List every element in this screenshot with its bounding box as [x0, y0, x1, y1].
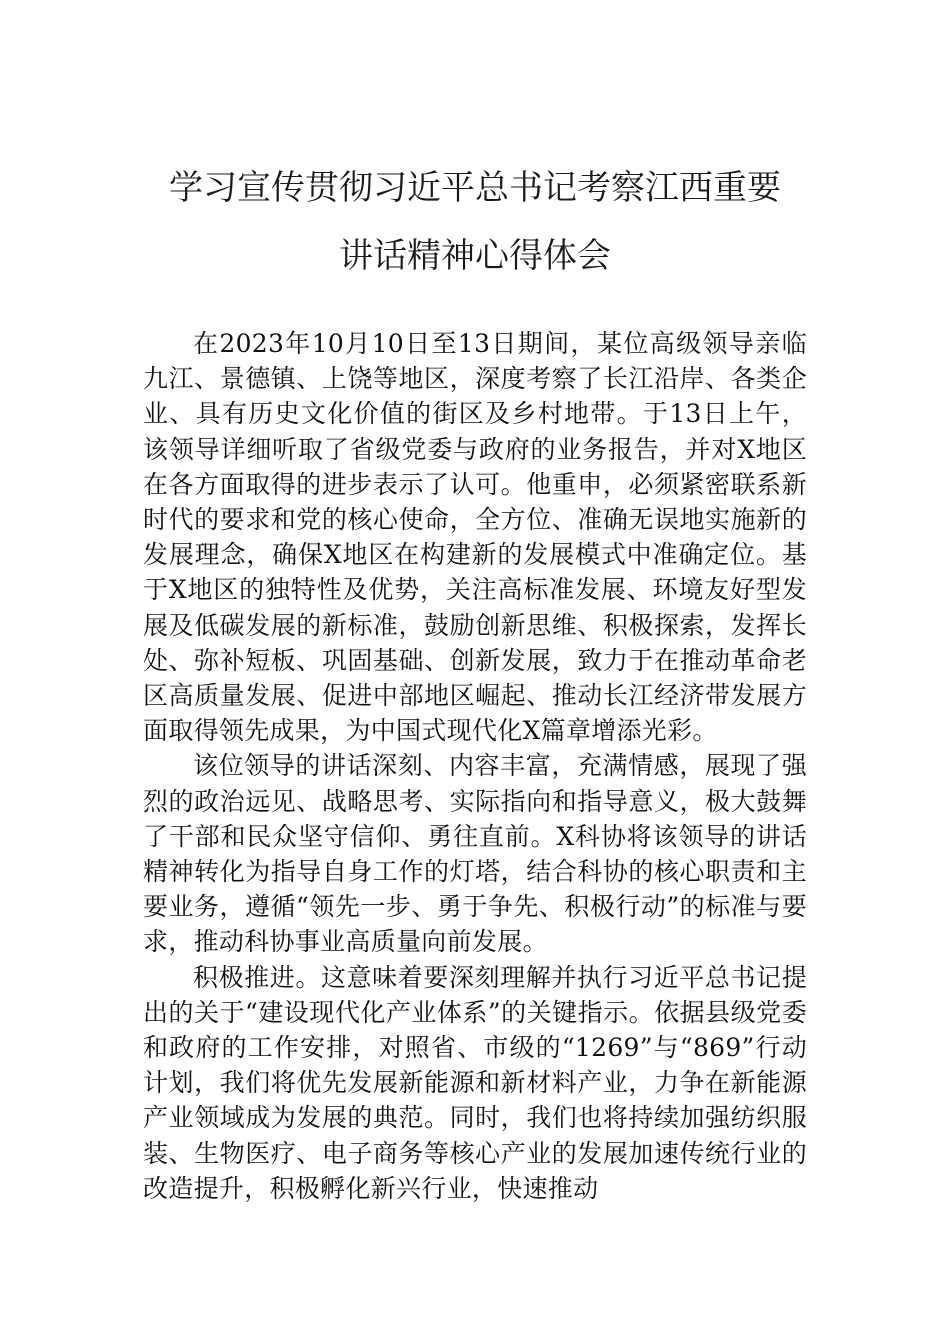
document-title-line1: 学习宣传贯彻习近平总书记考察江西重要 [169, 168, 781, 208]
paragraph-2: 该位领导的讲话深刻、内容丰富，充满情感，展现了强烈的政治远见、战略思考、实际指向和指导意义，极大鼓舞了干部和民众坚守信仰、勇往直前。X科协将该领导的讲话精神转化为指导自身工作的灯塔，结合科协的核心职责和主要业务，遵循“领先一步、勇于争先、积极行动”的标准与要求，推动科协事业高质量向前发展。 [143, 751, 807, 957]
document-body [143, 326, 807, 1206]
document-title-line2: 讲话精神心得体会 [339, 236, 611, 276]
paragraph-3: 积极推进。这意味着要深刻理解并执行习近平总书记提出的关于“建设现代化产业体系”的关键指示。依据县级党委和政府的工作安排，对照省、市级的“1269”与“869”行动计划，我们将优先发展新能源和新材料产业，力争在新能源产业领域成为发展的典范。同时，我们也将持续加强纺织服装、生物医疗、电子商务等核心产业的发展加速传统行业的改造提升，积极孵化新兴行业，快速推动 [143, 962, 807, 1203]
paragraph-1: 在2023年10月10日至13日期间，某位高级领导亲临九江、景德镇、上饶等地区，深度考察了长江沿岸、各类企业、具有历史文化价值的街区及乡村地带。于13日上午，该领导详细听取了省级党委与政府的业务报告，并对X地区在各方面取得的进步表示了认可。他重申，必须紧密联系新时代的要求和党的核心使命，全方位、准确无误地实施新的发展理念，确保X地区在构建新的发展模式中准确定位。基于X地区的独特性及优势，关注高标准发展、环境友好型发展及低碳发展的新标准，鼓励创新思维、积极探索，发挥长处、弥补短板、巩固基础、创新发展，致力于在推动革命老区高质量发展、促进中部地区崛起、推动长江经济带发展方面取得领先成果，为中国式现代化X篇章增添光彩。 [143, 329, 807, 746]
